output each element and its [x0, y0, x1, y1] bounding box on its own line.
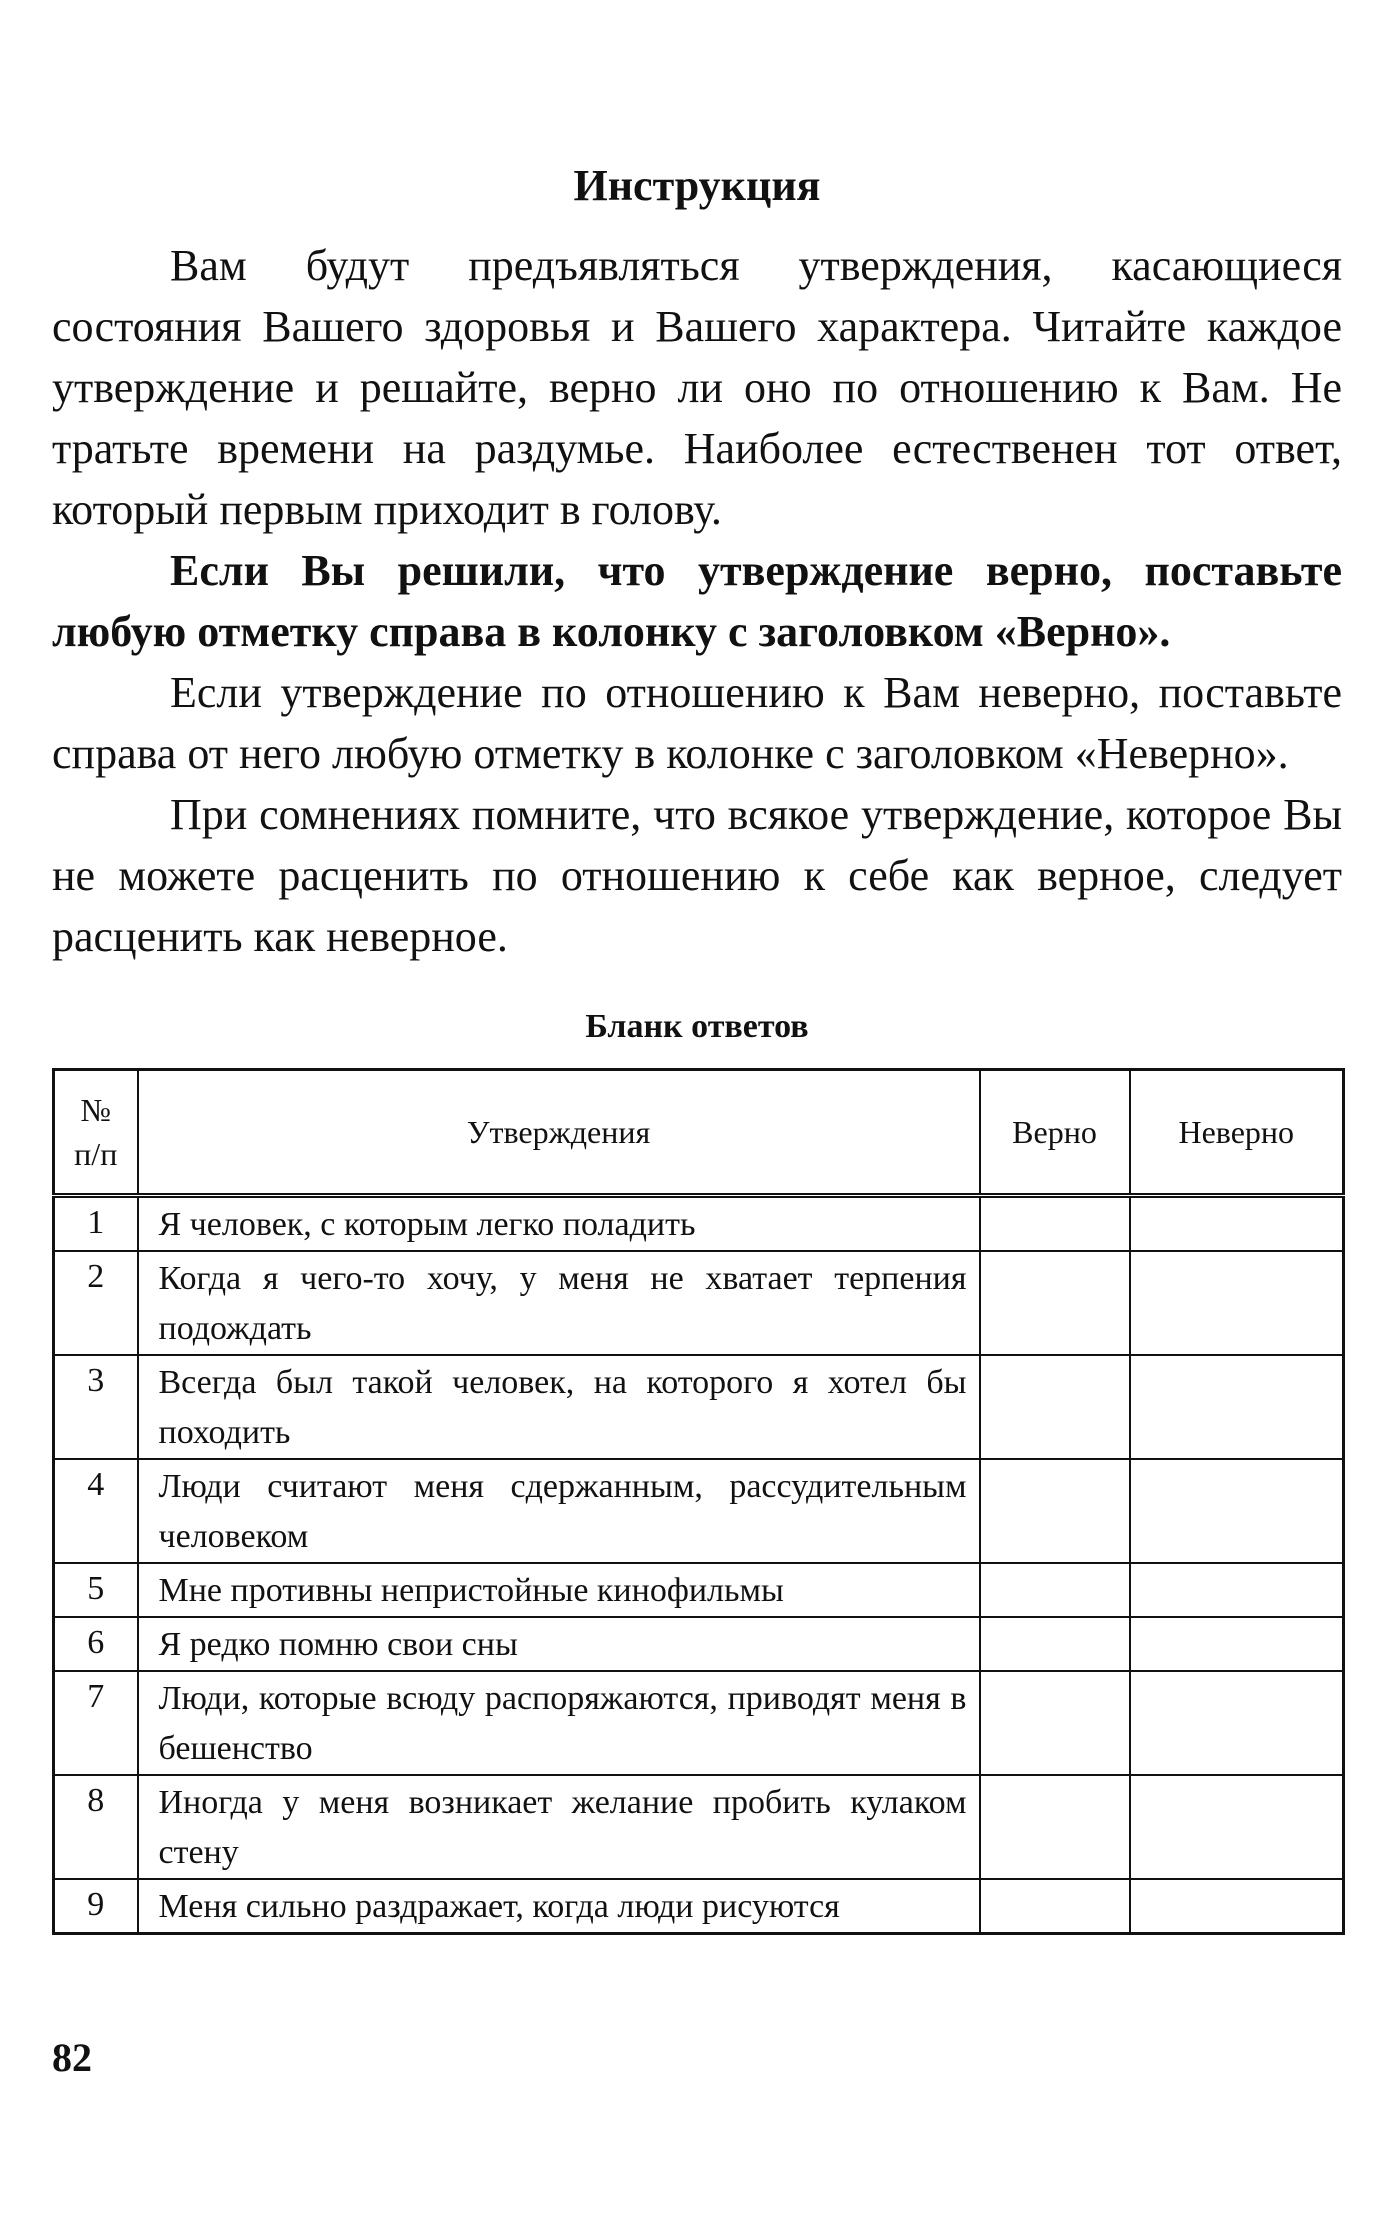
answer-form-title: Бланк ответов [585, 1007, 809, 1045]
table-row [54, 1879, 1344, 1934]
table-row [54, 1195, 1344, 1251]
instruction-paragraph-3: Если утверждение по отношению к Вам неверно, поставьте справа от него любую отметку в колонке с заголовком «Неверно». [52, 667, 1342, 778]
false-cell[interactable] [1130, 1671, 1344, 1775]
table-row [54, 1251, 1344, 1355]
false-cell[interactable] [1130, 1195, 1344, 1251]
header-false: Неверно [1130, 1069, 1344, 1195]
row-statement: Я редко помню свои сны [138, 1617, 980, 1671]
true-cell[interactable] [980, 1617, 1130, 1671]
answer-table-header [54, 1069, 1344, 1195]
row-statement: Всегда был такой человек, на которого я хотел бы походить [138, 1355, 980, 1459]
table-row [54, 1563, 1344, 1617]
row-number: 6 [54, 1617, 138, 1671]
row-statement: Когда я чего-то хочу, у меня не хватает терпения подождать [138, 1251, 980, 1355]
header-true: Верно [980, 1069, 1130, 1195]
false-cell[interactable] [1130, 1251, 1344, 1355]
false-cell[interactable] [1130, 1775, 1344, 1879]
false-cell[interactable] [1130, 1459, 1344, 1563]
header-number [54, 1069, 138, 1195]
page-number: 82 [52, 2035, 92, 2080]
table-row [54, 1355, 1344, 1459]
true-cell[interactable] [980, 1671, 1130, 1775]
table-row [54, 1459, 1344, 1563]
row-number: 2 [54, 1251, 138, 1355]
row-statement: Люди, которые всюду распоряжаются, приводят меня в бешенство [138, 1671, 980, 1775]
instruction-title: Инструкция [573, 161, 821, 210]
table-row [54, 1671, 1344, 1775]
page-content [52, 160, 1342, 1935]
answer-table [52, 1068, 1345, 1935]
row-number: 3 [54, 1355, 138, 1459]
true-cell[interactable] [980, 1195, 1130, 1251]
instruction-paragraph-2: Если Вы решили, что утверждение верно, поставьте любую отметку справа в колонку с заголовком «Верно». [52, 545, 1342, 656]
true-cell[interactable] [980, 1563, 1130, 1617]
table-row [54, 1775, 1344, 1879]
row-number: 7 [54, 1671, 138, 1775]
row-statement: Иногда у меня возникает желание пробить кулаком стену [138, 1775, 980, 1879]
row-number: 4 [54, 1459, 138, 1563]
row-statement: Меня сильно раздражает, когда люди рисуются [138, 1879, 980, 1934]
row-statement: Мне противны непристойные кинофильмы [138, 1563, 980, 1617]
row-number: 1 [54, 1195, 138, 1251]
false-cell[interactable] [1130, 1879, 1344, 1934]
row-statement: Люди считают меня сдержанным, рассудительным человеком [138, 1459, 980, 1563]
false-cell[interactable] [1130, 1563, 1344, 1617]
true-cell[interactable] [980, 1775, 1130, 1879]
header-statements: Утверждения [138, 1069, 980, 1195]
row-number: 5 [54, 1563, 138, 1617]
table-row [54, 1617, 1344, 1671]
true-cell[interactable] [980, 1355, 1130, 1459]
true-cell[interactable] [980, 1879, 1130, 1934]
row-number: 9 [54, 1879, 138, 1934]
row-statement: Я человек, с которым легко поладить [138, 1195, 980, 1251]
false-cell[interactable] [1130, 1355, 1344, 1459]
true-cell[interactable] [980, 1251, 1130, 1355]
true-cell[interactable] [980, 1459, 1130, 1563]
header-number-label: № п/п [74, 1091, 118, 1172]
false-cell[interactable] [1130, 1617, 1344, 1671]
instruction-paragraph-4: При сомнениях помните, что всякое утверждение, которое Вы не можете расценить по отношению к себе как верное, следует расценить как неверное. [52, 789, 1342, 961]
instruction-paragraph-1: Вам будут предъявляться утверждения, касающиеся состояния Вашего здоровья и Вашего характера. Читайте каждое утверждение и решайте, верно ли оно по отношению к Вам. Не тратьте времени на раздумье. Наиболее естественен тот ответ, который первым приходит в голову. [52, 240, 1342, 534]
row-number: 8 [54, 1775, 138, 1879]
